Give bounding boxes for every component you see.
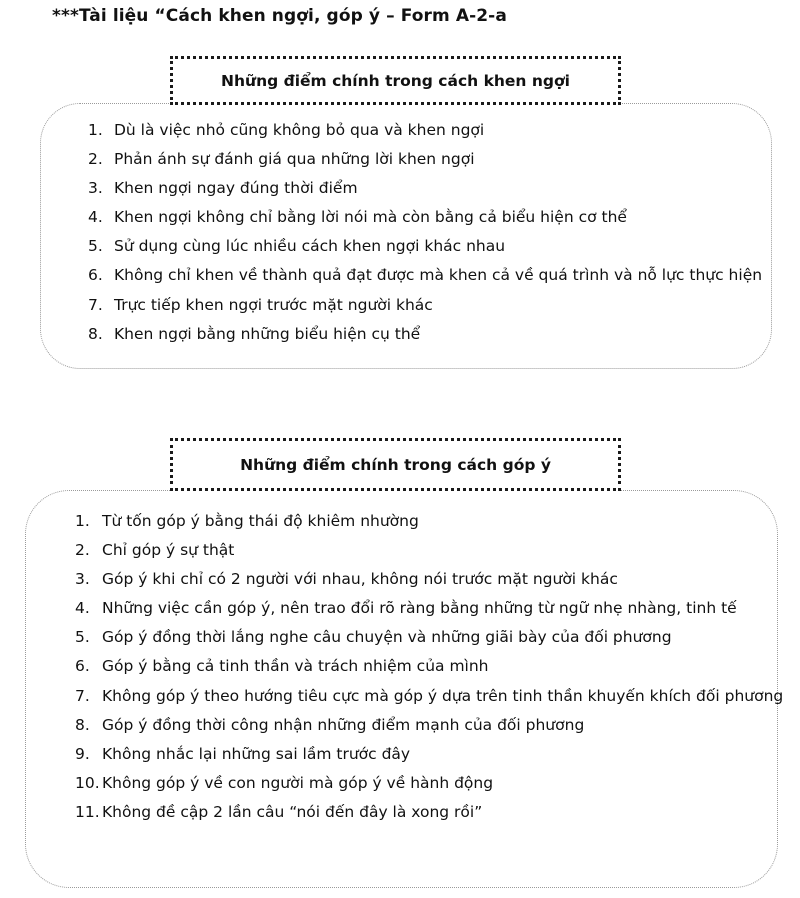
item-number: 4. bbox=[75, 599, 90, 618]
list-item bbox=[75, 623, 783, 652]
list-item bbox=[75, 652, 783, 681]
list-item bbox=[88, 320, 762, 349]
feedback-list bbox=[75, 507, 783, 827]
item-text: Không góp ý về con người mà góp ý về hành động bbox=[102, 773, 494, 792]
item-number: 1. bbox=[75, 512, 90, 530]
praise-heading-box bbox=[170, 56, 621, 105]
item-number: 4. bbox=[88, 208, 103, 227]
item-number: 8. bbox=[88, 324, 103, 343]
list-item bbox=[88, 116, 762, 145]
list-item bbox=[88, 232, 762, 261]
list-item bbox=[75, 565, 783, 594]
item-text: Không góp ý theo hướng tiêu cực mà góp ý dựa trên tinh thần khuyến khích đối phương bbox=[102, 686, 784, 705]
feedback-heading-box bbox=[170, 438, 621, 491]
item-text: Góp ý đồng thời công nhận những điểm mạnh của đối phương bbox=[102, 715, 585, 734]
item-number: 11. bbox=[75, 802, 100, 821]
item-number: 5. bbox=[88, 237, 103, 256]
list-item bbox=[75, 798, 783, 827]
list-item bbox=[88, 203, 762, 232]
list-item bbox=[75, 536, 783, 565]
item-text: Dù là việc nhỏ cũng không bỏ qua và khen ngợi bbox=[114, 121, 485, 139]
item-number: 7. bbox=[75, 686, 90, 705]
item-text: Không nhắc lại những sai lầm trước đây bbox=[102, 744, 411, 763]
item-number: 1. bbox=[88, 121, 103, 139]
item-number: 3. bbox=[88, 179, 103, 198]
list-item bbox=[88, 174, 762, 203]
list-item bbox=[75, 740, 783, 769]
item-text: Không đề cập 2 lần câu “nói đến đây là xong rồi” bbox=[102, 802, 483, 821]
praise-list bbox=[88, 116, 762, 349]
item-number: 8. bbox=[75, 715, 90, 734]
item-number: 3. bbox=[75, 570, 90, 589]
item-text: Phản ánh sự đánh giá qua những lời khen ngợi bbox=[114, 150, 475, 169]
item-number: 6. bbox=[75, 657, 90, 676]
item-text: Những việc cần góp ý, nên trao đổi rõ ràng bằng những từ ngữ nhẹ nhàng, tinh tế bbox=[102, 599, 737, 618]
item-text: Chỉ góp ý sự thật bbox=[102, 541, 235, 560]
item-text: Khen ngợi không chỉ bằng lời nói mà còn bằng cả biểu hiện cơ thể bbox=[114, 208, 627, 227]
item-number: 7. bbox=[88, 295, 103, 314]
list-item bbox=[88, 145, 762, 174]
list-item bbox=[75, 682, 783, 711]
item-text: Góp ý khi chỉ có 2 người với nhau, không nói trước mặt người khác bbox=[102, 570, 618, 589]
item-text: Trực tiếp khen ngợi trước mặt người khác bbox=[114, 295, 433, 314]
list-item bbox=[75, 594, 783, 623]
item-text: Từ tốn góp ý bằng thái độ khiêm nhường bbox=[102, 512, 419, 530]
list-item bbox=[88, 291, 762, 320]
list-item bbox=[75, 769, 783, 798]
item-number: 10. bbox=[75, 773, 100, 792]
item-text: Sử dụng cùng lúc nhiều cách khen ngợi khác nhau bbox=[114, 237, 506, 256]
item-text: Góp ý bằng cả tinh thần và trách nhiệm của mình bbox=[102, 657, 489, 676]
list-item bbox=[75, 711, 783, 740]
list-item bbox=[88, 261, 762, 290]
item-number: 2. bbox=[88, 150, 103, 169]
item-text: Góp ý đồng thời lắng nghe câu chuyện và những giãi bày của đối phương bbox=[102, 628, 672, 647]
item-text: Khen ngợi ngay đúng thời điểm bbox=[114, 179, 358, 198]
item-text: Khen ngợi bằng những biểu hiện cụ thể bbox=[114, 324, 421, 343]
item-number: 2. bbox=[75, 541, 90, 560]
praise-heading: Những điểm chính trong cách khen ngợi bbox=[221, 71, 570, 90]
item-text: Không chỉ khen về thành quả đạt được mà khen cả về quá trình và nỗ lực thực hiện bbox=[114, 266, 763, 285]
list-item bbox=[75, 507, 783, 536]
item-number: 6. bbox=[88, 266, 103, 285]
item-number: 9. bbox=[75, 744, 90, 763]
document-title: ***Tài liệu “Cách khen ngợi, góp ý – Form A-2-a bbox=[52, 6, 507, 26]
item-number: 5. bbox=[75, 628, 90, 647]
feedback-heading: Những điểm chính trong cách góp ý bbox=[240, 455, 551, 474]
